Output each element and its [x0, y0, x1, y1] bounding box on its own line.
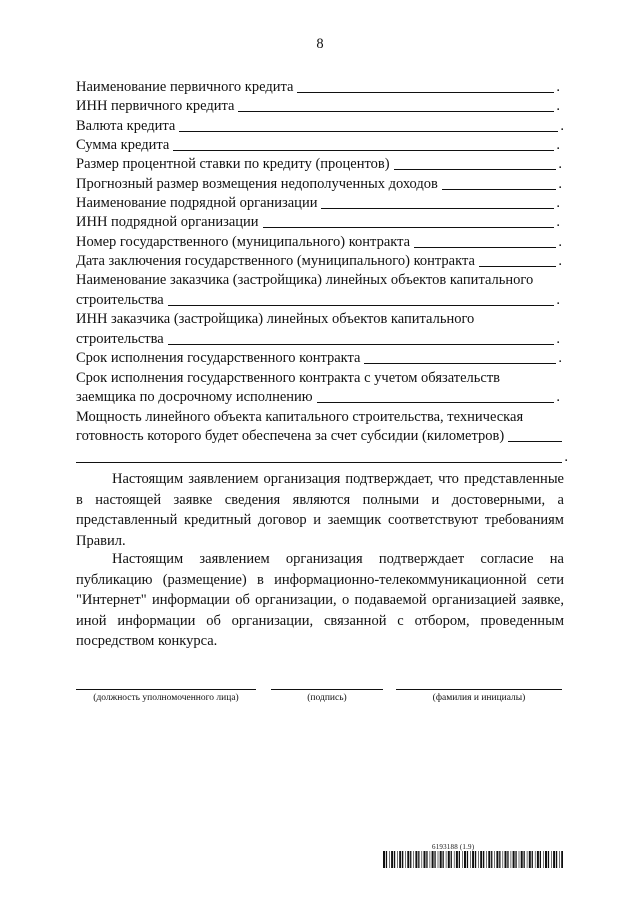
field-label: заемщика по досрочному исполнению [76, 389, 313, 405]
consent-paragraph [76, 549, 564, 652]
form-line-credit-amount [76, 135, 560, 154]
form-line-forecast-compensation [76, 174, 562, 193]
form-line-contract-term [76, 348, 562, 367]
line-end: . [558, 253, 562, 269]
field-label: ИНН первичного кредита [76, 98, 235, 114]
field-label: Срок исполнения государственного контракта с учетом обязательств [76, 370, 501, 386]
line-end: . [564, 449, 568, 465]
line-end: . [558, 350, 562, 366]
field-label: готовность которого будет обеспечена за счет субсидии (километров) [76, 428, 505, 444]
fill-underline [173, 149, 554, 151]
form-line-contract-term-obligations-cont [76, 387, 560, 406]
fill-underline [442, 188, 557, 190]
fill-underline [168, 304, 555, 306]
line-end: . [556, 137, 560, 153]
line-end: . [558, 156, 562, 172]
fill-underline [238, 110, 554, 112]
field-label: Размер процентной ставки по кредиту (процентов) [76, 156, 390, 172]
line-end: . [560, 118, 564, 134]
field-label: Валюта кредита [76, 118, 176, 134]
barcode-number: 6193188 (1.9) [432, 843, 475, 851]
fill-underline [76, 461, 562, 463]
field-label: Мощность линейного объекта капитального строительства, техническая [76, 409, 524, 425]
form-line-contractor-name [76, 193, 560, 212]
form-line-contract-number [76, 232, 562, 251]
line-end: . [556, 292, 560, 308]
paragraph-text: Настоящим заявлением организация подтверждает, что представленные в настоящей заявке сведения являются полными и достоверными, а представленный кредитный договор и заемщик соответствуют требованиям Правил. [76, 471, 564, 549]
form-line-capacity [76, 407, 564, 426]
field-label: строительства [76, 292, 164, 308]
fill-underline [414, 246, 556, 248]
field-label: Срок исполнения государственного контракта [76, 350, 361, 366]
name-caption: (фамилия и инициалы) [432, 693, 526, 703]
line-end: . [556, 389, 560, 405]
confirmation-paragraph [76, 469, 564, 551]
form-line-interest-rate [76, 154, 562, 173]
page-number: 8 [316, 36, 324, 52]
line-end: . [558, 234, 562, 250]
form-line-capacity-blank [76, 447, 568, 466]
line-end: . [556, 214, 560, 230]
field-label: Наименование заказчика (застройщика) линейных объектов капитального [76, 272, 534, 288]
fill-underline [364, 362, 556, 364]
line-end: . [556, 98, 560, 114]
form-line-capacity-cont [76, 426, 564, 445]
field-label: Наименование первичного кредита [76, 79, 294, 95]
field-label: строительства [76, 331, 164, 347]
form-line-customer-name-cont [76, 290, 560, 309]
form-line-primary-credit-name [76, 77, 560, 96]
field-label: ИНН заказчика (застройщика) линейных объектов капитального [76, 311, 475, 327]
signature-line [271, 689, 383, 690]
fill-underline [168, 343, 555, 345]
field-label: ИНН подрядной организации [76, 214, 259, 230]
line-end: . [556, 195, 560, 211]
form-line-contract-term-obligations [76, 368, 564, 387]
paragraph-text: Настоящим заявлением организация подтверждает согласие на публикацию (размещение) в информационно-телекоммуникационной сети "Интернет" информации об организации, о подаваемой организацией заявке, иной информации об организации, связанной с отбором, проведенным посредством конкурса. [76, 551, 564, 649]
fill-underline [263, 226, 555, 228]
fill-underline [479, 265, 556, 267]
line-end: . [558, 176, 562, 192]
field-label: Дата заключения государственного (муниципального) контракта [76, 253, 475, 269]
fill-underline [297, 91, 554, 93]
form-line-contractor-inn [76, 212, 560, 231]
fill-underline [179, 130, 558, 132]
position-signature-line [76, 689, 256, 690]
fill-underline [321, 207, 554, 209]
field-label: Номер государственного (муниципального) контракта [76, 234, 411, 250]
form-line-credit-currency [76, 116, 564, 135]
line-end: . [556, 79, 560, 95]
name-signature-line [396, 689, 562, 690]
barcode [383, 851, 563, 868]
form-line-customer-inn-cont [76, 329, 560, 348]
field-label: Сумма кредита [76, 137, 170, 153]
fill-underline [317, 401, 555, 403]
field-label: Наименование подрядной организации [76, 195, 318, 211]
form-line-customer-name [76, 270, 564, 289]
field-label: Прогнозный размер возмещения недополученных доходов [76, 176, 438, 192]
position-caption: (должность уполномоченного лица) [93, 693, 239, 703]
signature-caption: (подпись) [307, 693, 347, 703]
form-line-customer-inn [76, 309, 564, 328]
fill-underline [394, 168, 557, 170]
form-line-contract-date [76, 251, 562, 270]
fill-underline [508, 440, 562, 442]
line-end: . [556, 331, 560, 347]
form-line-primary-credit-inn [76, 96, 560, 115]
